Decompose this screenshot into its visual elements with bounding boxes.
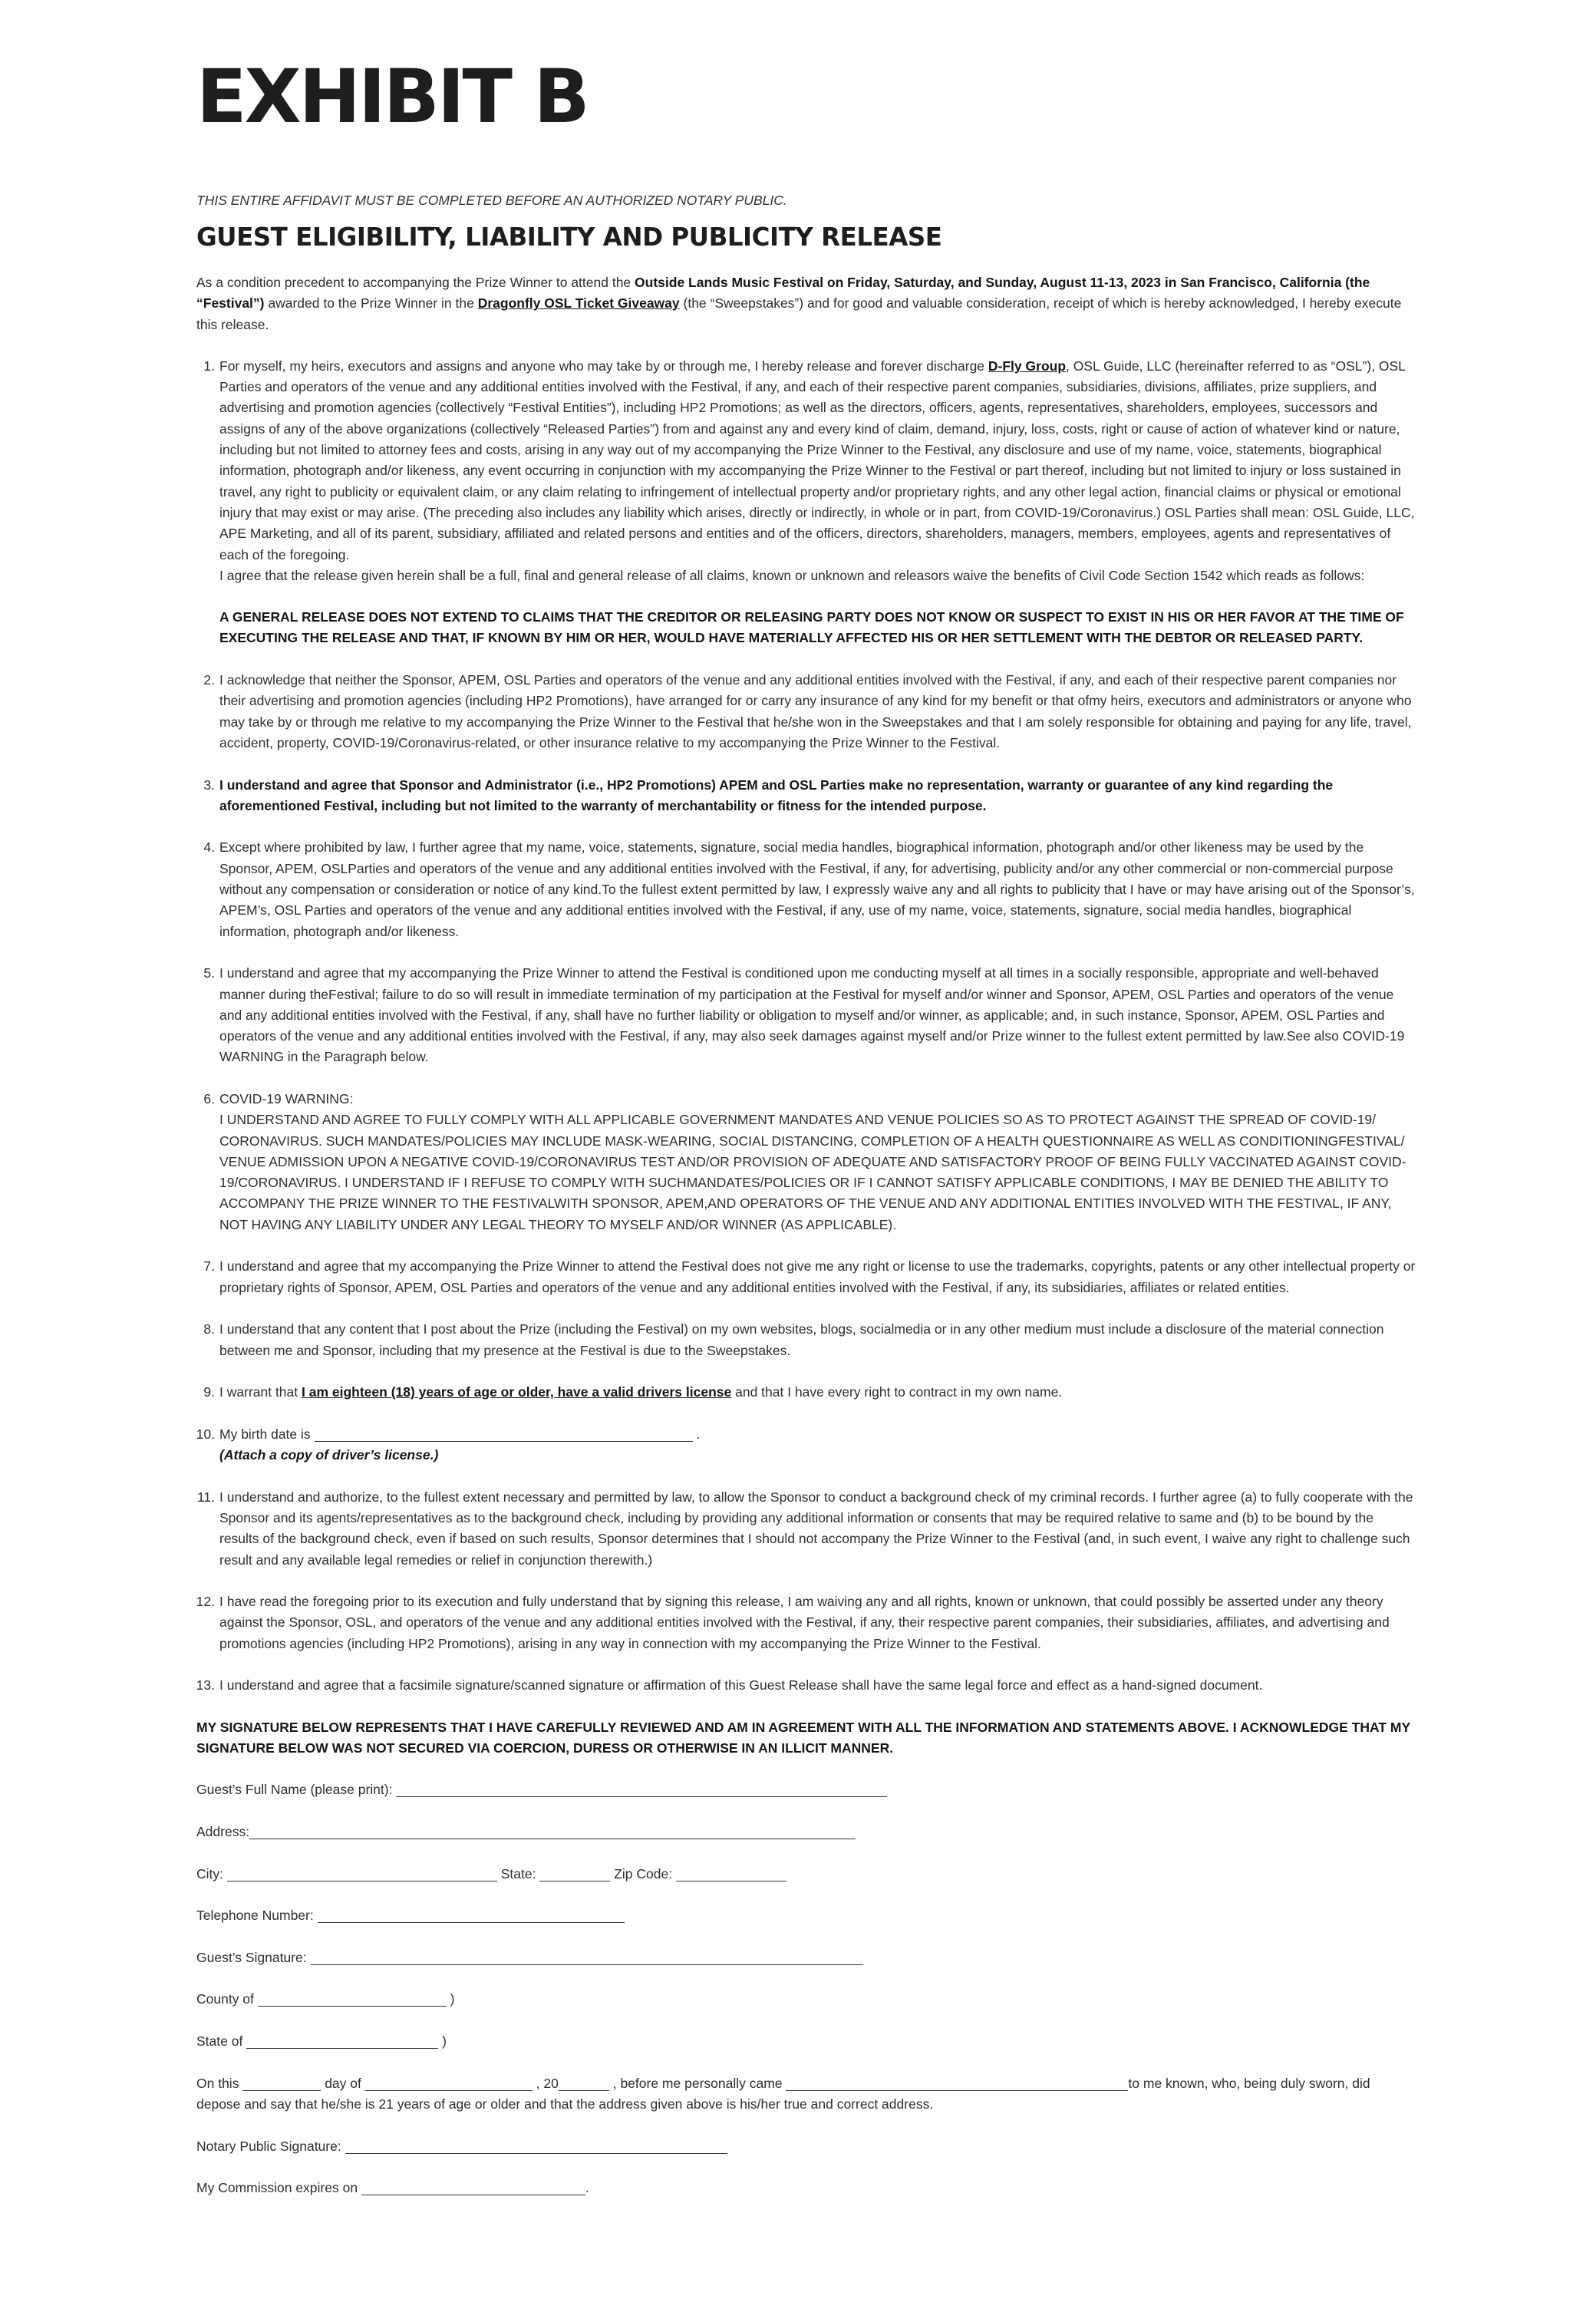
state-of-label: State of	[196, 2033, 243, 2050]
punctuation: .	[585, 2180, 589, 2196]
clause-number: 10.	[196, 1426, 215, 1442]
clause-number: 11.	[196, 1489, 215, 1505]
intro-paragraph	[196, 272, 1416, 335]
clause-8	[196, 1319, 1416, 1361]
release-heading: GUEST ELIGIBILITY, LIABILITY AND PUBLICITY RELEASE	[196, 223, 942, 252]
clause-number: 6.	[203, 1090, 215, 1106]
notary-label-5: to me known, who, being duly sworn, did depose and say that he/she is 21 years of age or older and that the address given above is his/her true and correct address.	[196, 2075, 1370, 2112]
clause-number: 12.	[196, 1594, 215, 1610]
age-warranty: I am eighteen (18) years of age or older, have a valid drivers license	[302, 1384, 732, 1400]
state-of-field[interactable]	[246, 2033, 438, 2049]
clause-text-2: , OSL Guide, LLC (hereinafter referred to as “OSL”), OSL Parties and operators of the venue and any additional entities involved with the Festival, if any, and each of their respective parent companies, subsidiaries, divisions, affiliates, prize suppliers, and advertising and promotion agencies (collectively “Festival Entities”), including HP2 Promotions; as well as the directors, officers, agents, representatives, shareholders, employees, successors and assigns of any of the above organizations (collectively “Released Parties”) from and against any and every kind of claim, demand, injury, loss, costs, right or cause of action of whatever kind or nature, including but not limited to attorney fees and costs, arising in any way out of my accompanying the Prize Winner to the Festival, any disclosure and use of my name, voice, statements, biographical information, photograph and/or likeness, any event occurring in conjunction with my accompanying the Prize Winner to the Festival or part thereof, including but not limited to injury or loss sustained in travel, any right to publicity or equivalent claim, or any claim relating to infringement of intellectual property and/or proprietary rights, and any other legal action, financial claims or physical or emotional injury that may exist or may arise. (The preceding also includes any liability which arises, directly or indirectly, in whole or in part, from COVID-19/Coronavirus.) OSL Parties shall mean: OSL Guide, LLC, APE Marketing, and all of its parent, subsidiary, affiliated and related persons and entities and of the officers, directors, shareholders, managers, members, employees, agents and representatives of each of the foregoing.	[219, 358, 1415, 562]
clause-number: 1.	[203, 358, 215, 374]
full-name-row	[196, 1779, 1416, 1800]
city-label: City:	[196, 1865, 223, 1882]
clause-text: I understand and agree that my accompanying the Prize Winner to attend the Festival is conditioned upon me conducting myself at all times in a socially responsible, appropriate and well-behaved manner during theFestival; failure to do so will result in immediate termination of my participation at the Festival for myself and/or winner and Sponsor, APEM, OSL Parties and operators of the venue and any additional entities involved with the Festival, if any, shall have no further liability or obligation to myself and/or winner, as applicable; and, in such instance, Sponsor, APEM, OSL Parties and operators of the venue and any additional entities involved with the Festival, if any, may also seek damages against myself and/or Prize winner to the fullest extent permitted by law.See also COVID-19 WARNING in the Paragraph below.	[219, 965, 1405, 1065]
clause-number: 5.	[203, 965, 215, 981]
county-row	[196, 1989, 1416, 2010]
clause-2	[196, 670, 1416, 754]
clause-13	[196, 1675, 1416, 1696]
clause-text-2: and that I have every right to contract in my own name.	[731, 1384, 1063, 1400]
city-field[interactable]	[227, 1865, 497, 1882]
full-name-field[interactable]	[396, 1781, 887, 1797]
commission-label: My Commission expires on	[196, 2180, 358, 2196]
civil-code-text: I agree that the release given herein shall be a full, final and general release of all claims, known or unknown and releasors waive the benefits of Civil Code Section 1542 which reads as follows:	[219, 567, 1365, 583]
clause-4	[196, 837, 1416, 942]
clause-text: I understand and agree that Sponsor and Administrator (i.e., HP2 Promotions) APEM and OSL Parties make no representation, warranty or guarantee of any kind regarding the aforementioned Festival, including but not limited to the warranty of merchantability or fitness for the intended purpose.	[219, 777, 1334, 813]
day-field[interactable]	[242, 2075, 321, 2091]
clause-text: I warrant that	[219, 1384, 302, 1400]
notary-statement	[196, 2073, 1416, 2116]
notary-notice: THIS ENTIRE AFFIDAVIT MUST BE COMPLETED BEFORE AN AUTHORIZED NOTARY PUBLIC.	[196, 193, 787, 208]
covid-warning-text: I UNDERSTAND AND AGREE TO FULLY COMPLY WITH ALL APPLICABLE GOVERNMENT MANDATES AND VENUE POLICIES SO AS TO PROTECT AGAINST THE SPREAD OF COVID-19/ CORONAVIRUS. SUCH MANDATES/POLICIES MAY INCLUDE MASK-WEARING, SOCIAL DISTANCING, COMPLETION OF A HEALTH QUESTIONNAIRE AS WELL AS CONDITIONINGFESTIVAL/ VENUE ADMISSION UPON A NEGATIVE COVID-19/CORONAVIRUS TEST AND/OR PROVISION OF ADEQUATE AND SATISFACTORY PROOF OF BEING FULLY VACCINATED AGAINST COVID-19/CORONAVIRUS. I UNDERSTAND IF I REFUSE TO COMPLY WITH SUCHMANDATES/POLICIES OR IF I CANNOT SATISFY APPLICABLE CONDITIONS, I MAY BE DENIED THE ABILITY TO ACCOMPANY THE PRIZE WINNER TO THE FESTIVALWITH SPONSOR, APEM,AND OPERATORS OF THE VENUE AND ANY ADDITIONAL ENTITIES INVOLVED WITH THE FESTIVAL, IF ANY, NOT HAVING ANY LIABILITY UNDER ANY LEGAL THEORY TO MYSELF AND/OR WINNER (AS APPLICABLE).	[219, 1112, 1406, 1232]
clause-text: I understand and agree that my accompanying the Prize Winner to attend the Festival does not give me any right or license to use the trademarks, copyrights, patents or any other intellectual property or proprietary rights of Sponsor, APEM, OSL Parties and operators of the venue and any additional entities involved with the Festival, if any, its subsidiaries, affiliates or related entities.	[219, 1258, 1416, 1295]
punctuation: .	[692, 1426, 701, 1442]
county-label: County of	[196, 1991, 254, 2007]
clause-list	[196, 356, 1416, 1697]
clause-1	[196, 356, 1416, 649]
exhibit-title: EXHIBIT B	[196, 54, 588, 140]
state-label: State:	[500, 1865, 536, 1882]
license-note: (Attach a copy of driver’s license.)	[219, 1447, 439, 1463]
full-name-label: Guest’s Full Name (please print):	[196, 1782, 393, 1798]
intro-text: As a condition precedent to accompanying the Prize Winner to attend the	[196, 275, 635, 290]
signature-field[interactable]	[311, 1949, 863, 1965]
festival-name: Outside Lands Music Festival on Friday, Saturday, and Sunday, August 11-13, 2023 in San Francisco, California (the “Festival”)	[196, 275, 1370, 312]
punctuation: )	[450, 1991, 455, 2007]
clause-number: 3.	[203, 777, 215, 793]
clause-5	[196, 963, 1416, 1067]
county-field[interactable]	[258, 1990, 447, 2007]
birth-date-label: My birth date is	[219, 1426, 315, 1442]
clause-9	[196, 1382, 1416, 1403]
zip-label: Zip Code:	[614, 1865, 673, 1882]
person-field[interactable]	[786, 2075, 1128, 2091]
punctuation: )	[442, 2033, 447, 2050]
clause-text: I understand that any content that I post about the Prize (including the Festival) on my own websites, blogs, socialmedia or in any other medium must include a disclosure of the material connection between me and Sponsor, including that my presence at the Festival is due to the Sweepstakes.	[219, 1321, 1384, 1358]
clause-11	[196, 1487, 1416, 1571]
notary-signature-row	[196, 2136, 1416, 2157]
intro-text-3: (the “Sweepstakes”) and for good and valuable consideration, receipt of which is hereby acknowledged, I hereby execute this release.	[196, 295, 1402, 332]
signature-acknowledgment: MY SIGNATURE BELOW REPRESENTS THAT I HAVE CAREFULLY REVIEWED AND AM IN AGREEMENT WITH ALL THE INFORMATION AND STATEMENTS ABOVE. I ACKNOWLEDGE THAT MY SIGNATURE BELOW WAS NOT SECURED VIA COERCION, DURESS OR OTHERWISE IN AN ILLICIT MANNER.	[196, 1719, 1410, 1756]
clause-text: I understand and authorize, to the fullest extent necessary and permitted by law, to allow the Sponsor to conduct a background check of my criminal records. I further agree (a) to fully cooperate with the Sponsor and its agents/representatives as to the background check, including by providing any additional information or consents that may be required relative to same and (b) to be bound by the results of the background check, even if based on such results, Sponsor determines that I should not accompany the Prize Winner to the Festival (and, in such event, I waive any right to challenge such result and any available legal remedies or relief in conjunction therewith.)	[219, 1489, 1413, 1568]
signature-row	[196, 1947, 1416, 1968]
telephone-label: Telephone Number:	[196, 1908, 314, 1924]
state-field[interactable]	[539, 1865, 610, 1882]
state-of-row	[196, 2031, 1416, 2052]
clause-10	[196, 1424, 1416, 1466]
release-body	[196, 272, 1416, 2220]
clause-number: 9.	[203, 1384, 215, 1400]
sponsor-name: D-Fly Group	[988, 358, 1067, 374]
address-row	[196, 1822, 1416, 1842]
address-label: Address:	[196, 1824, 250, 1840]
clause-text: I understand and agree that a facsimile signature/scanned signature or affirmation of this Guest Release shall have the same legal force and effect as a hand-signed document.	[219, 1677, 1263, 1694]
telephone-row	[196, 1905, 1416, 1926]
sweepstakes-name: Dragonfly OSL Ticket Giveaway	[477, 295, 680, 312]
general-release-text: A GENERAL RELEASE DOES NOT EXTEND TO CLAIMS THAT THE CREDITOR OR RELEASING PARTY DOES NOT KNOW OR SUSPECT TO EXIST IN HIS OR HER FAVOR AT THE TIME OF EXECUTING THE RELEASE AND THAT, IF KNOWN BY HIM OR HER, WOULD HAVE MATERIALLY AFFECTED HIS OR HER SETTLEMENT WITH THE DEBTOR OR RELEASED PARTY.	[219, 609, 1404, 646]
notary-signature-label: Notary Public Signature:	[196, 2138, 341, 2154]
month-field[interactable]	[365, 2075, 533, 2091]
clause-number: 13.	[196, 1677, 215, 1694]
clause-7	[196, 1256, 1416, 1298]
clause-3	[196, 775, 1416, 817]
city-row	[196, 1864, 1416, 1885]
notary-label-3: , 20	[536, 2075, 559, 2091]
notary-label-4: , before me personally came	[612, 2075, 783, 2091]
clause-number: 2.	[203, 672, 215, 688]
commission-row	[196, 2178, 1416, 2198]
intro-text-2: awarded to the Prize Winner in the	[264, 295, 478, 312]
clause-number: 4.	[203, 839, 215, 856]
clause-text: I have read the foregoing prior to its execution and fully understand that by signing this release, I am waiving any and all rights, known or unknown, that could possibly be asserted under any theory against the Sponsor, OSL, and operators of the venue and any additional entities involved with the Festival, if any, their respective parent companies, their subsidiaries, affiliates, and advertising and promotions agencies (including HP2 Promotions), arising in any way in connection with my accompanying the Prize Winner to the Festival.	[219, 1594, 1390, 1651]
clause-text: I acknowledge that neither the Sponsor, APEM, OSL Parties and operators of the venue and any additional entities involved with the Festival, if any, and each of their respective parent companies nor their advertising and promotion agencies (including HP2 Promotions), have arranged for or carry any insurance of any kind for my benefit or that ofmy heirs, executors and administrators or anyone who may take by or through me relative to my accompanying the Prize Winner to the Festival that he/she won in the Sweepstakes and that I am solely responsible for obtaining and paying for any life, travel, accident, property, COVID-19/Coronavirus-related, or other insurance relative to my accompanying the Prize Winner to the Festival.	[219, 672, 1412, 750]
telephone-field[interactable]	[318, 1907, 625, 1923]
commission-field[interactable]	[361, 2179, 585, 2195]
address-field[interactable]	[249, 1823, 856, 1839]
covid-warning-label: COVID-19 WARNING:	[219, 1090, 354, 1106]
signature-label: Guest’s Signature:	[196, 1949, 307, 1965]
clause-text: For myself, my heirs, executors and assigns and anyone who may take by or through me, I hereby release and forever discharge	[219, 358, 988, 374]
notary-label-2: day of	[325, 2075, 361, 2091]
clause-number: 8.	[203, 1321, 215, 1337]
clause-text: Except where prohibited by law, I further agree that my name, voice, statements, signature, social media handles, biographical information, photograph and/or other likeness may be used by the Sponsor, APEM, OSLParties and operators of the venue and any additional entities involved with the Festival, if any, for advertising, publicity and/or any other commercial or non-commercial purpose without any compensation or consideration or notice of any kind.To the fullest extent permitted by law, I expressly waive any and all rights to publicity that I have or may have arising out of the Sponsor’s, APEM’s, OSL Parties and operators of the venue and any additional entities involved with the Festival, if any, use of my name, voice, statements, signature, social media handles, biographical information, photograph and/or likeness.	[219, 839, 1415, 939]
clause-number: 7.	[203, 1258, 215, 1275]
notary-signature-field[interactable]	[345, 2138, 727, 2154]
clause-12	[196, 1591, 1416, 1654]
zip-field[interactable]	[676, 1865, 786, 1882]
clause-6	[196, 1089, 1416, 1235]
birth-date-field[interactable]	[315, 1426, 693, 1442]
year-field[interactable]	[559, 2075, 609, 2091]
notary-label: On this	[196, 2075, 239, 2091]
